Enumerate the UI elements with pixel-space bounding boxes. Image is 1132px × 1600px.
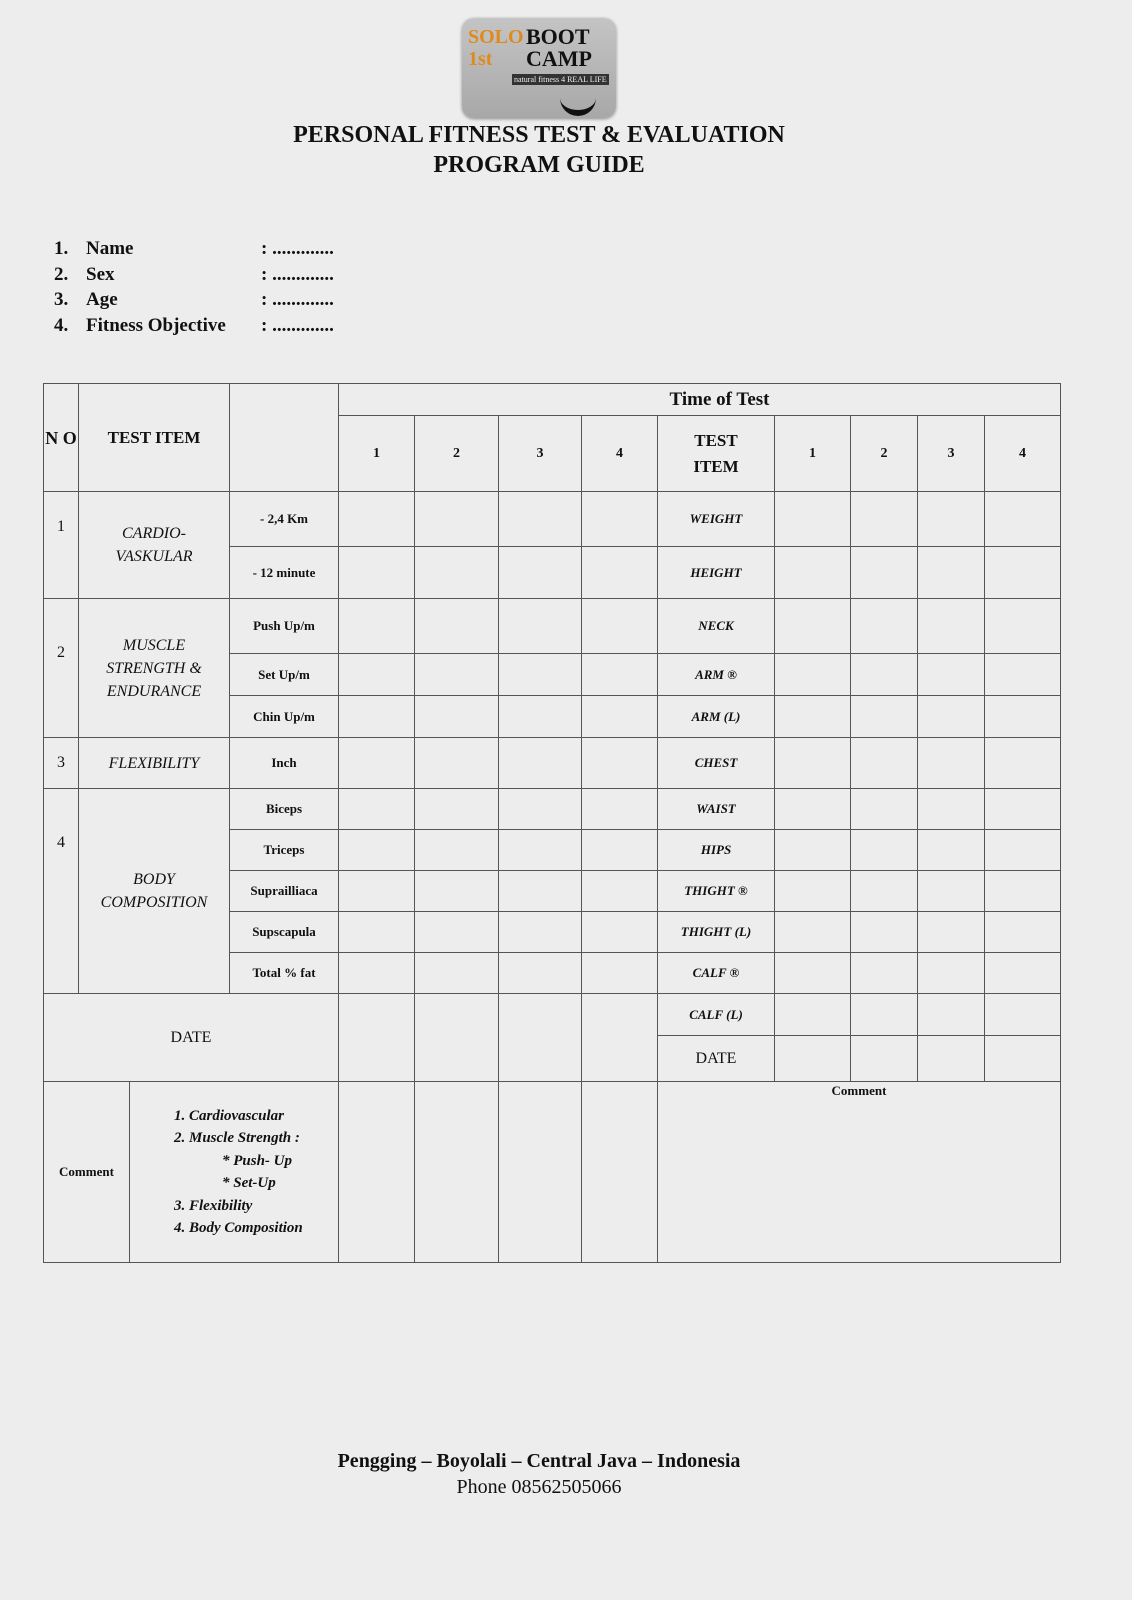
group-name: MUSCLE STRENGTH & ENDURANCE <box>79 599 230 738</box>
score-cell[interactable] <box>775 654 851 696</box>
score-cell[interactable] <box>775 789 851 830</box>
footer-address: Pengging – Boyolali – Central Java – Indonesia <box>337 1450 741 1472</box>
score-cell[interactable] <box>851 994 918 1036</box>
score-cell[interactable] <box>339 696 415 738</box>
score-cell[interactable] <box>851 871 918 912</box>
score-cell[interactable] <box>918 789 985 830</box>
score-cell[interactable] <box>918 953 985 994</box>
comment-cell[interactable] <box>339 1082 415 1263</box>
score-cell[interactable] <box>339 912 415 953</box>
test-item-header: TEST ITEM <box>79 384 230 492</box>
score-cell[interactable] <box>985 654 1061 696</box>
score-cell[interactable] <box>918 547 985 599</box>
right-test-item: THIGHT ® <box>658 871 775 912</box>
group-number: 2 <box>44 599 79 738</box>
score-cell[interactable] <box>582 654 658 696</box>
score-cell[interactable] <box>499 738 582 789</box>
score-cell[interactable] <box>415 654 499 696</box>
score-cell[interactable] <box>339 492 415 547</box>
group-number: 4 <box>44 789 79 994</box>
time-col-header: 4 <box>582 416 658 492</box>
score-cell[interactable] <box>775 871 851 912</box>
sub-item: Chin Up/m <box>230 696 339 738</box>
logo-mark-icon <box>560 86 596 116</box>
group-name: FLEXIBILITY <box>79 738 230 789</box>
score-cell[interactable] <box>582 994 658 1082</box>
score-cell[interactable] <box>851 492 918 547</box>
footer-phone: Phone 08562505066 <box>456 1476 622 1498</box>
score-cell[interactable] <box>985 1036 1061 1082</box>
score-cell[interactable] <box>499 654 582 696</box>
time-col-header: 1 <box>775 416 851 492</box>
sub-item: Total % fat <box>230 953 339 994</box>
score-cell[interactable] <box>775 492 851 547</box>
score-cell[interactable] <box>499 547 582 599</box>
score-cell[interactable] <box>415 953 499 994</box>
score-cell[interactable] <box>415 871 499 912</box>
score-cell[interactable] <box>339 994 415 1082</box>
score-cell[interactable] <box>582 830 658 871</box>
time-col-header: 2 <box>851 416 918 492</box>
sub-item: Supscapula <box>230 912 339 953</box>
score-cell[interactable] <box>499 994 582 1082</box>
score-cell[interactable] <box>851 912 918 953</box>
sub-item: Biceps <box>230 789 339 830</box>
score-cell[interactable] <box>851 696 918 738</box>
score-cell[interactable] <box>339 953 415 994</box>
sub-item: - 12 minute <box>230 547 339 599</box>
score-cell[interactable] <box>918 994 985 1036</box>
logo-text: BOOT CAMP <box>526 24 592 71</box>
score-cell[interactable] <box>985 953 1061 994</box>
blank-header <box>230 384 339 492</box>
sub-item: Triceps <box>230 830 339 871</box>
score-cell[interactable] <box>339 789 415 830</box>
score-cell[interactable] <box>415 547 499 599</box>
score-cell[interactable] <box>851 953 918 994</box>
score-cell[interactable] <box>985 912 1061 953</box>
group-number: 3 <box>44 738 79 789</box>
logo-overlay: SOLO 1st <box>468 26 524 70</box>
score-cell[interactable] <box>985 738 1061 789</box>
score-cell[interactable] <box>851 547 918 599</box>
sub-item: Inch <box>230 738 339 789</box>
info-row: 2. Sex : ............. <box>54 262 334 288</box>
score-cell[interactable] <box>415 789 499 830</box>
right-date-label: DATE <box>658 1036 775 1082</box>
right-test-item: CALF ® <box>658 953 775 994</box>
time-col-header: 3 <box>499 416 582 492</box>
right-comment-cell[interactable]: Comment <box>658 1082 1061 1263</box>
score-cell[interactable] <box>582 871 658 912</box>
score-cell[interactable] <box>582 912 658 953</box>
score-cell[interactable] <box>499 492 582 547</box>
score-cell[interactable] <box>339 871 415 912</box>
date-label: DATE <box>44 994 339 1082</box>
info-row: 3. Age : ............. <box>54 287 334 313</box>
score-cell[interactable] <box>918 738 985 789</box>
group-number: 1 <box>44 492 79 599</box>
comment-cell[interactable] <box>499 1082 582 1263</box>
score-cell[interactable] <box>851 654 918 696</box>
group-name: BODY COMPOSITION <box>79 789 230 994</box>
score-cell[interactable] <box>582 599 658 654</box>
score-cell[interactable] <box>918 912 985 953</box>
score-cell[interactable] <box>775 994 851 1036</box>
right-test-item: ARM ® <box>658 654 775 696</box>
score-cell[interactable] <box>775 547 851 599</box>
right-test-item: CHEST <box>658 738 775 789</box>
score-cell[interactable] <box>985 696 1061 738</box>
info-row: 1. Name : ............. <box>54 236 334 262</box>
age-field[interactable]: : ............. <box>261 289 334 310</box>
score-cell[interactable] <box>775 830 851 871</box>
name-field[interactable]: : ............. <box>261 238 334 259</box>
comment-cell[interactable] <box>415 1082 499 1263</box>
right-test-item: HIPS <box>658 830 775 871</box>
comment-label: Comment <box>44 1082 130 1263</box>
score-cell[interactable] <box>918 830 985 871</box>
personal-info <box>54 236 334 338</box>
score-cell[interactable] <box>775 912 851 953</box>
score-cell[interactable] <box>985 492 1061 547</box>
time-col-header: 3 <box>918 416 985 492</box>
score-cell[interactable] <box>582 547 658 599</box>
objective-field[interactable]: : ............. <box>261 314 334 336</box>
score-cell[interactable] <box>499 696 582 738</box>
score-cell[interactable] <box>775 1036 851 1082</box>
score-cell[interactable] <box>582 738 658 789</box>
sex-field[interactable]: : ............. <box>261 263 334 285</box>
score-cell[interactable] <box>918 599 985 654</box>
score-cell[interactable] <box>775 953 851 994</box>
sub-item: Suprailliaca <box>230 871 339 912</box>
score-cell[interactable] <box>851 738 918 789</box>
table-row <box>44 789 1061 830</box>
score-cell[interactable] <box>918 1036 985 1082</box>
page-title: PERSONAL FITNESS TEST & EVALUATION <box>293 122 785 148</box>
score-cell[interactable] <box>918 654 985 696</box>
score-cell[interactable] <box>918 492 985 547</box>
score-cell[interactable] <box>582 953 658 994</box>
sub-item: Set Up/m <box>230 654 339 696</box>
right-test-item-header: TEST ITEM <box>658 416 775 492</box>
score-cell[interactable] <box>339 547 415 599</box>
sub-item: Push Up/m <box>230 599 339 654</box>
score-cell[interactable] <box>582 492 658 547</box>
time-of-test-header: Time of Test <box>339 384 1061 416</box>
no-header: N O <box>44 384 79 492</box>
right-test-item: HEIGHT <box>658 547 775 599</box>
score-cell[interactable] <box>985 789 1061 830</box>
score-cell[interactable] <box>499 871 582 912</box>
score-cell[interactable] <box>415 492 499 547</box>
score-cell[interactable] <box>499 912 582 953</box>
sub-item: - 2,4 Km <box>230 492 339 547</box>
score-cell[interactable] <box>985 547 1061 599</box>
score-cell[interactable] <box>415 696 499 738</box>
score-cell[interactable] <box>339 654 415 696</box>
score-cell[interactable] <box>582 789 658 830</box>
score-cell[interactable] <box>851 830 918 871</box>
score-cell[interactable] <box>499 789 582 830</box>
score-cell[interactable] <box>775 599 851 654</box>
score-cell[interactable] <box>775 738 851 789</box>
comment-table <box>43 1081 1061 1263</box>
score-cell[interactable] <box>582 696 658 738</box>
score-cell[interactable] <box>339 830 415 871</box>
score-cell[interactable] <box>415 599 499 654</box>
group-name: CARDIO- VASKULAR <box>79 492 230 599</box>
time-col-header: 2 <box>415 416 499 492</box>
right-test-item: CALF (L) <box>658 994 775 1036</box>
right-test-item: THIGHT (L) <box>658 912 775 953</box>
score-cell[interactable] <box>851 789 918 830</box>
fitness-table <box>43 383 1061 1082</box>
time-col-header: 1 <box>339 416 415 492</box>
score-cell[interactable] <box>415 830 499 871</box>
score-cell[interactable] <box>415 994 499 1082</box>
right-test-item: WEIGHT <box>658 492 775 547</box>
score-cell[interactable] <box>415 738 499 789</box>
right-test-item: NECK <box>658 599 775 654</box>
score-cell[interactable] <box>985 871 1061 912</box>
score-cell[interactable] <box>499 599 582 654</box>
score-cell[interactable] <box>985 599 1061 654</box>
logo <box>462 18 616 118</box>
time-col-header: 4 <box>985 416 1061 492</box>
score-cell[interactable] <box>775 696 851 738</box>
logo-tagline: natural fitness 4 REAL LIFE <box>514 75 607 84</box>
comment-cell[interactable] <box>582 1082 658 1263</box>
score-cell[interactable] <box>851 599 918 654</box>
score-cell[interactable] <box>985 994 1061 1036</box>
table-row <box>44 994 1061 1036</box>
score-cell[interactable] <box>851 1036 918 1082</box>
score-cell[interactable] <box>499 953 582 994</box>
page-subtitle: PROGRAM GUIDE <box>433 152 645 178</box>
info-row: 4. Fitness Objective : ............. <box>54 313 334 339</box>
table-row <box>44 599 1061 654</box>
score-cell[interactable] <box>918 696 985 738</box>
score-cell[interactable] <box>339 599 415 654</box>
right-test-item: WAIST <box>658 789 775 830</box>
score-cell[interactable] <box>985 830 1061 871</box>
score-cell[interactable] <box>415 912 499 953</box>
table-row <box>44 738 1061 789</box>
right-test-item: ARM (L) <box>658 696 775 738</box>
table-row <box>44 492 1061 547</box>
score-cell[interactable] <box>339 738 415 789</box>
score-cell[interactable] <box>918 871 985 912</box>
comment-items: 1. Cardiovascular 2. Muscle Strength : * Push- Up * Set-Up 3. Flexibility 4. Body Composition <box>130 1082 339 1263</box>
score-cell[interactable] <box>499 830 582 871</box>
